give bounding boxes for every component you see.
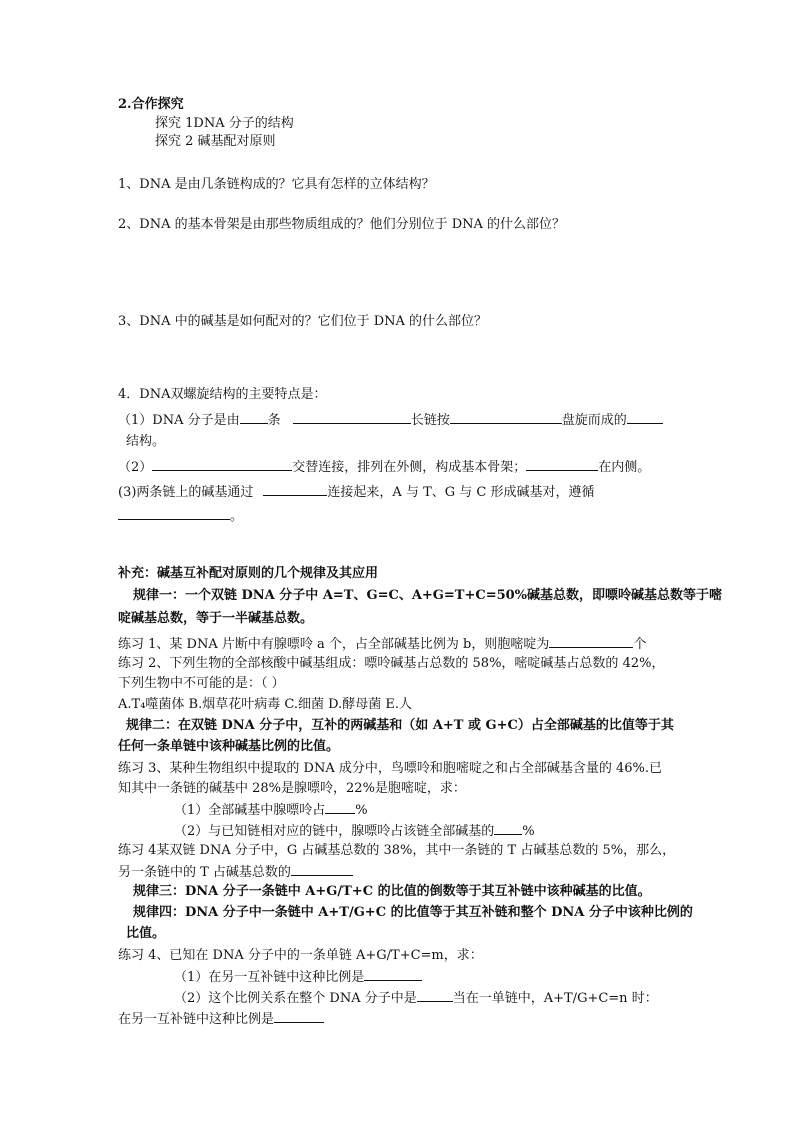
feature-line-3-cont (118, 506, 243, 526)
feature-3-text-a: (3)两条链上的碱基通过 (118, 485, 254, 500)
exercise-4-line-1: 练习 4、已知在 DNA 分子中的一条单链 A+G/T+C=m，求： (118, 948, 483, 963)
feature-1-text-d: 盘旋而成的 (561, 413, 627, 428)
exercise-3-q2 (174, 821, 535, 841)
exercise-4-last (118, 1009, 324, 1029)
feature-line-1-cont: 结构。 (126, 434, 166, 449)
blank-strand-count[interactable] (240, 410, 268, 424)
blank-structure[interactable] (627, 410, 663, 424)
question-1: 1、DNA 是由几条链构成的？它具有怎样的立体结构？ (118, 177, 435, 192)
supplement-title: 补充：碱基互补配对原则的几个规律及其应用 (118, 566, 379, 581)
rule-1-line-1: 规律一：一个双链 DNA 分子中 A=T、G=C、A+G=T+C=50%碱基总数，即嘌呤碱基总数等于嘧 (133, 588, 723, 603)
rule-2-line-2: 任何一条单链中该种碱基比例的比值。 (118, 739, 340, 754)
rule-4-line-2: 比值。 (126, 926, 166, 941)
explore-item-2: 探究 2 碱基配对原则 (155, 134, 276, 149)
blank-strand-type[interactable] (293, 410, 411, 424)
question-2: 2、DNA 的基本骨架是由那些物质组成的？他们分别位于 DNA 的什么部位？ (118, 217, 566, 232)
feature-line-3 (118, 482, 594, 502)
exercise-3-line-1: 练习 3、某种生物组织中提取的 DNA 成分中，鸟嘌呤和胞嘧啶之和占全部碱基含量的 46%.已 (118, 761, 663, 776)
blank-inner[interactable] (526, 457, 598, 471)
exercise-4-q2-text-a: （2）这个比例关系在整个 DNA 分子中是 (174, 991, 417, 1006)
exercise-4-q1 (174, 967, 422, 987)
exercise-4-last-text: 在另一互补链中这种比例是 (118, 1012, 275, 1027)
exercise-4-q2-text-b: 当在一单链中，A+T/G+C=n 时： (452, 991, 658, 1006)
exercise-1 (118, 634, 646, 654)
blank-bond[interactable] (263, 482, 327, 496)
section-heading: 2.合作探究 (118, 97, 184, 112)
feature-1-text-a: （1）DNA 分子是由 (118, 413, 240, 428)
exercise-2-options: A.T₄噬菌体 B.烟草花叶病毒 C.细菌 D.酵母菌 E.人 (118, 697, 412, 712)
blank-complement-ratio[interactable] (364, 967, 422, 981)
blank-adenine-total[interactable] (325, 800, 355, 814)
feature-3-text-b: 连接起来，A 与 T、G 与 C 形成碱基对，遵循 (327, 485, 595, 500)
exercise-3-q1 (174, 800, 368, 820)
feature-1-text-c: 长链按 (410, 413, 450, 428)
feature-2-text-a: （2） (118, 460, 153, 475)
exercise-4a-line-2 (118, 862, 353, 882)
blank-twist-style[interactable] (450, 410, 562, 424)
blank-whole-molecule[interactable] (417, 988, 453, 1002)
blank-adenine-strand[interactable] (494, 821, 522, 835)
exercise-3-q2-text: （2）与已知链相对应的链中，腺嘌呤占该链全部碱基的 (174, 824, 495, 839)
blank-thymine-ratio[interactable] (291, 862, 353, 876)
explore-item-1: 探究 1DNA 分子的结构 (155, 116, 294, 131)
rule-2-line-1: 规律二：在双链 DNA 分子中，互补的两碱基和（如 A+T 或 G+C）占全部碱基的比值等于其 (126, 718, 674, 733)
exercise-3-q1-text: （1）全部碱基中腺嘌呤占 (174, 803, 326, 818)
exercise-2-line-2: 下列生物中不可能的是：（ ） (118, 676, 285, 691)
exercise-4a-text: 另一条链中的 T 占碱基总数的 (118, 865, 291, 880)
feature-line-1 (118, 410, 663, 430)
exercise-3-q1-unit: % (355, 803, 368, 818)
rule-4-line-1: 规律四：DNA 分子中一条链中 A+T/G+C 的比值等于其互补链和整个 DNA 分子中该种比例的 (133, 905, 693, 920)
feature-1-text-b: 条 (267, 413, 281, 428)
rule-3: 规律三：DNA 分子一条链中 A+G/T+C 的比值的倒数等于其互补链中该种碱基的比值。 (133, 884, 651, 899)
blank-backbone[interactable] (152, 457, 292, 471)
exercise-4-q1-text: （1）在另一互补链中这种比例是 (174, 970, 365, 985)
feature-2-text-c: 在内侧。 (598, 460, 651, 475)
exercise-2-line-1: 练习 2、下列生物的全部核酸中碱基组成：嘌呤碱基占总数的 58%，嘧啶碱基占总数的 42%， (118, 656, 665, 671)
exercise-1-unit: 个 (633, 637, 647, 652)
question-3: 3、DNA 中的碱基是如何配对的？它们位于 DNA 的什么部位？ (118, 314, 488, 329)
exercise-4a-line-1: 练习 4某双链 DNA 分子中，G 占碱基总数的 38%，其中一条链的 T 占碱基总数的 5%，那么， (118, 843, 676, 858)
features-title: 4．DNA双螺旋结构的主要特点是： (118, 387, 327, 402)
blank-principle[interactable] (118, 506, 230, 520)
feature-2-text-b: 交替连接，排列在外侧，构成基本骨架； (292, 460, 527, 475)
exercise-4-q2 (174, 988, 658, 1008)
feature-3-text-c: 。 (230, 509, 244, 524)
exercise-3-line-2: 知其中一条链的碱基中 28%是腺嘌呤，22%是胞嘧啶，求： (118, 781, 466, 796)
blank-complement-n[interactable] (274, 1009, 324, 1023)
exercise-1-text: 练习 1、某 DNA 片断中有腺嘌呤 a 个，占全部碱基比例为 b，则胞嘧啶为 (118, 637, 550, 652)
blank-cytosine[interactable] (549, 634, 633, 648)
exercise-3-q2-unit: % (522, 824, 535, 839)
feature-line-2 (118, 457, 650, 477)
rule-1-line-2: 啶碱基总数，等于一半碱基总数。 (118, 611, 314, 626)
